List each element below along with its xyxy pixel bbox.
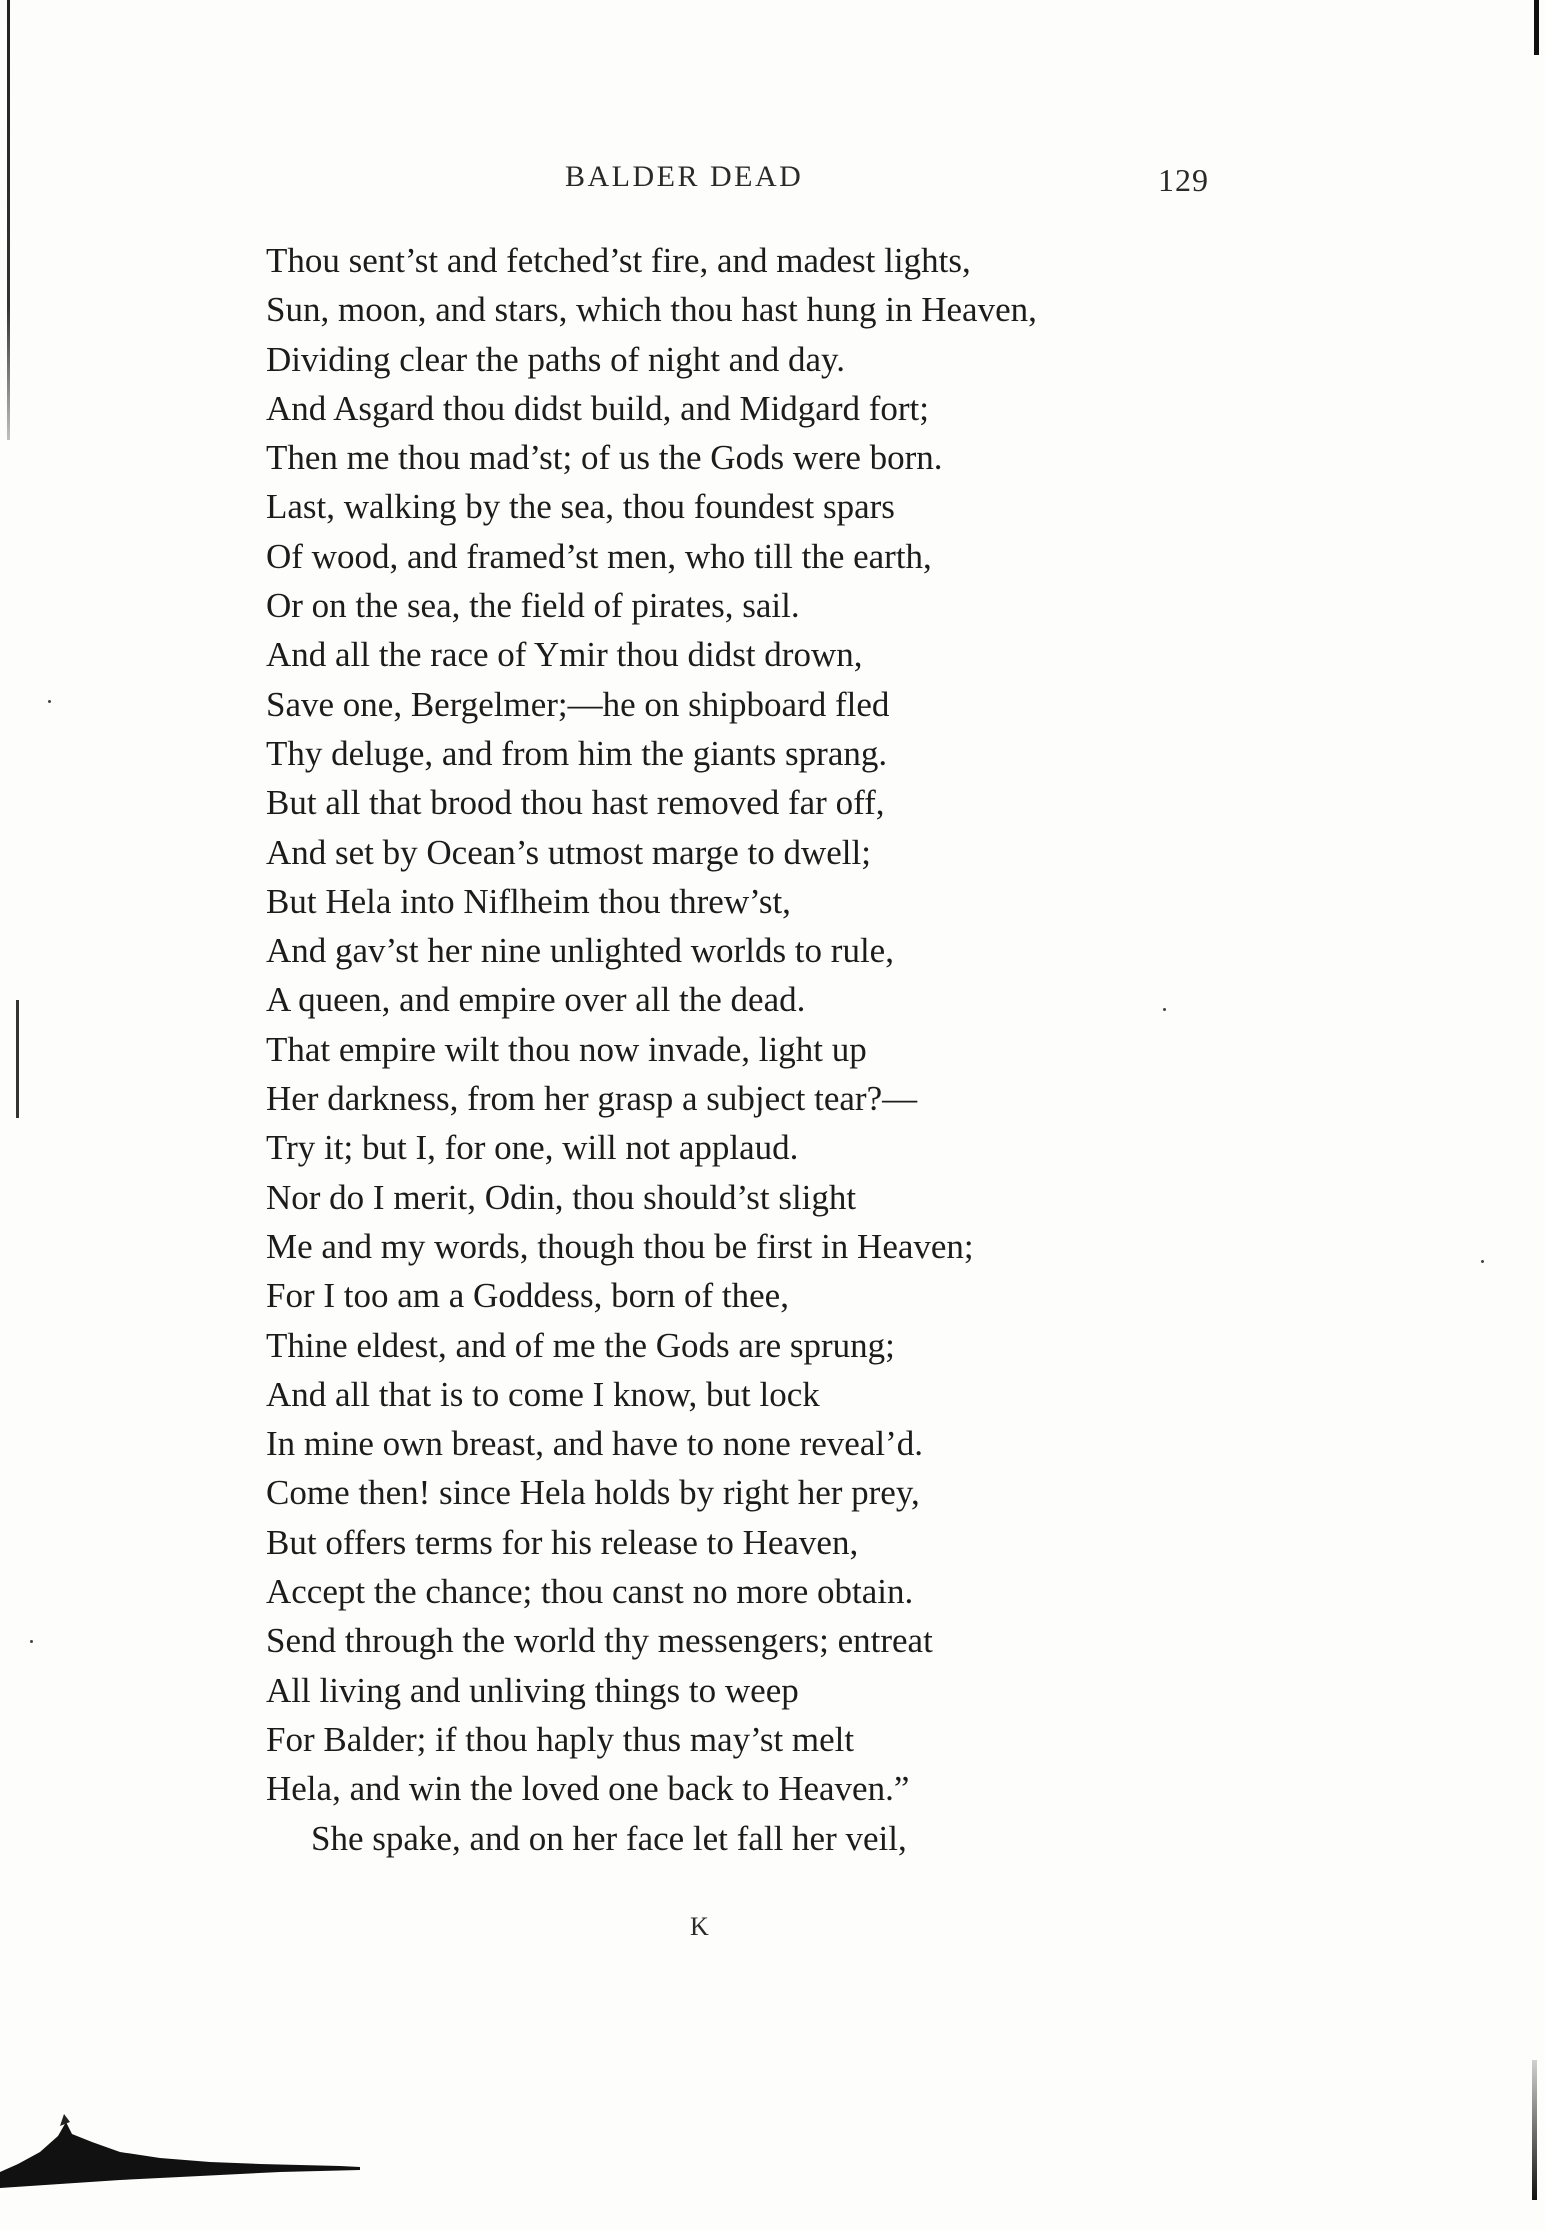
- poem-line: Thine eldest, and of me the Gods are sprung;: [266, 1325, 895, 1365]
- binding-edge-mark: [16, 1000, 19, 1118]
- poem-line: Or on the sea, the field of pirates, sail.: [266, 586, 800, 626]
- poem-line: Me and my words, though thou be first in Heaven;: [266, 1226, 974, 1266]
- binding-edge-mark: [7, 0, 10, 440]
- running-head-title: BALDER DEAD: [565, 160, 804, 193]
- poem-line: For Balder; if thou haply thus may’st melt: [266, 1719, 855, 1759]
- poem-line: Try it; but I, for one, will not applaud.: [266, 1128, 799, 1168]
- poem-line: Of wood, and framed’st men, who till the earth,: [266, 536, 932, 576]
- poem-line: Then me thou mad’st; of us the Gods were born.: [266, 438, 943, 478]
- page-number: 129: [1158, 162, 1209, 198]
- poem-line: But offers terms for his release to Heaven,: [266, 1522, 859, 1562]
- scan-speck: [1481, 1260, 1484, 1263]
- poem-line: And set by Ocean’s utmost marge to dwell;: [266, 832, 871, 872]
- poem-line-indented: She spake, and on her face let fall her veil,: [311, 1818, 907, 1858]
- poem-line: Last, walking by the sea, thou foundest spars: [266, 487, 895, 527]
- poem-line: A queen, and empire over all the dead.: [266, 980, 806, 1020]
- scan-edge-mark: [1532, 2060, 1537, 2200]
- signature-mark: K: [690, 1912, 710, 1941]
- scan-speck: [48, 700, 51, 703]
- poem-line: And Asgard thou didst build, and Midgard fort;: [266, 388, 930, 428]
- poem-line: And all that is to come I know, but lock: [266, 1374, 820, 1414]
- running-head: [0, 160, 1545, 200]
- poem-line: And all the race of Ymir thou didst drown,: [266, 635, 863, 675]
- poem-line: Accept the chance; thou canst no more obtain.: [266, 1572, 914, 1612]
- poem-line: Dividing clear the paths of night and day.: [266, 339, 845, 379]
- scan-speck: [30, 1640, 33, 1643]
- scan-corner-blot: [0, 2100, 360, 2190]
- poem-line: In mine own breast, and have to none reveal’d.: [266, 1424, 923, 1464]
- poem-line: Come then! since Hela holds by right her prey,: [266, 1473, 920, 1513]
- poem-line: For I too am a Goddess, born of thee,: [266, 1276, 789, 1316]
- poem-text: [266, 236, 1266, 1863]
- poem-line: Save one, Bergelmer;—he on shipboard fled: [266, 684, 890, 724]
- poem-line: Hela, and win the loved one back to Heaven.”: [266, 1769, 910, 1809]
- poem-line: Nor do I merit, Odin, thou should’st slight: [266, 1177, 857, 1217]
- poem-line: Sun, moon, and stars, which thou hast hung in Heaven,: [266, 290, 1037, 330]
- poem-line: But Hela into Niflheim thou threw’st,: [266, 881, 791, 921]
- poem-line: Thou sent’st and fetched’st fire, and madest lights,: [266, 241, 971, 280]
- poem-line: Thy deluge, and from him the giants sprang.: [266, 733, 888, 773]
- poem-line: All living and unliving things to weep: [266, 1670, 799, 1710]
- poem-line: But all that brood thou hast removed far off,: [266, 783, 885, 823]
- poem-line: That empire wilt thou now invade, light up: [266, 1029, 867, 1069]
- scan-edge-mark: [1534, 0, 1539, 55]
- poem-line: Her darkness, from her grasp a subject tear?—: [266, 1079, 918, 1119]
- poem-line: Send through the world thy messengers; entreat: [266, 1621, 933, 1661]
- poem-line: And gav’st her nine unlighted worlds to rule,: [266, 931, 894, 971]
